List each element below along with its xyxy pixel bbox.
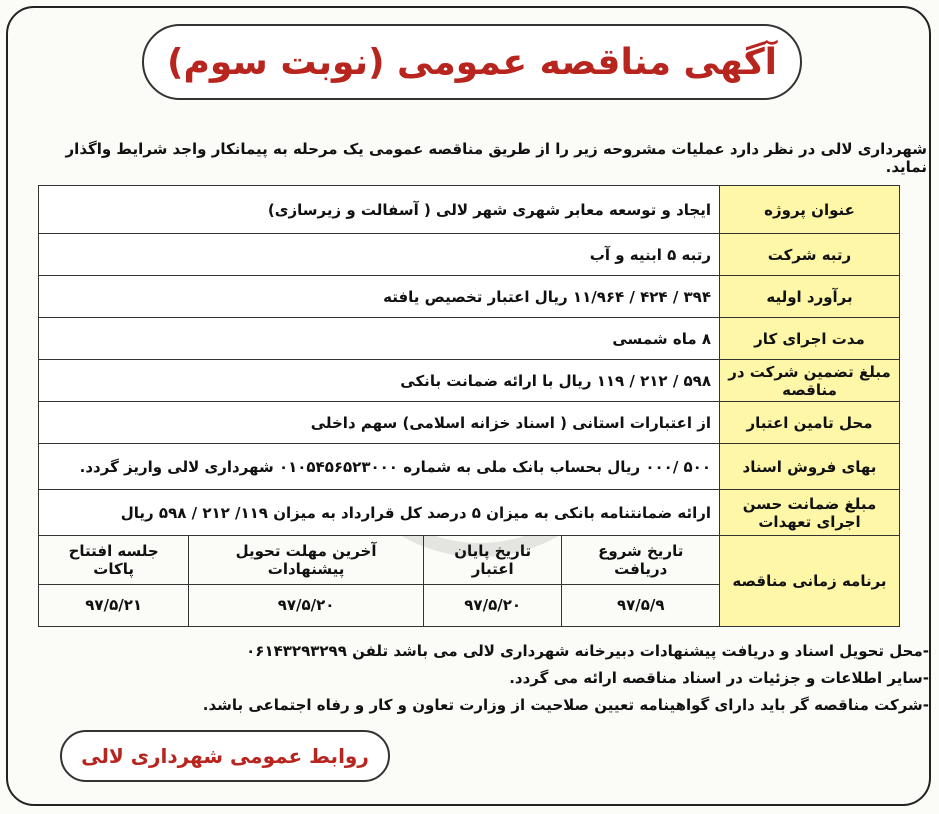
schedule-value-row [39,584,719,626]
schedule-row [39,536,900,627]
schedule-header: جلسه افتتاح پاکات [39,536,189,584]
table-row [39,318,900,360]
row-label: مبلغ تضمین شرکت در مناقصه [720,360,900,402]
schedule-date: ۹۷/۵/۹ [562,584,719,626]
row-label: مبلغ ضمانت حسن اجرای تعهدات [720,490,900,536]
row-label: مدت اجرای کار [720,318,900,360]
note-item: -شرکت مناقصه گر باید دارای گواهینامه تعیین صلاحیت از وزارت تعاون و کار و رفاه اجتماعی باشد. [202,696,929,714]
schedule-header: آخرین مهلت تحویل پیشنهادات [189,536,424,584]
schedule-date: ۹۷/۵/۲۱ [39,584,189,626]
schedule-label: برنامه زمانی مناقصه [720,536,900,627]
row-label: عنوان پروژه [720,186,900,234]
table-row [39,360,900,402]
schedule-table [39,536,719,626]
schedule-date: ۹۷/۵/۲۰ [423,584,562,626]
table-row [39,186,900,234]
row-value: از اعتبارات استانی ( اسناد خزانه اسلامی) سهم داخلی [39,402,720,444]
tender-table [38,185,900,627]
schedule-date: ۹۷/۵/۲۰ [189,584,424,626]
row-value: ۳۹۴ / ۴۲۴ / ۱۱/۹۶۴ ریال اعتبار تخصیص یافته [39,276,720,318]
row-label: محل تامین اعتبار [720,402,900,444]
footer-signature: روابط عمومی شهرداری لالی [81,744,369,768]
table-row [39,444,900,490]
footer-banner [60,730,390,782]
row-value: ارائه ضمانتنامه بانکی به میزان ۵ درصد کل قرارداد به میزان ۱۱۹/ ۲۱۲ / ۵۹۸ ریال [39,490,720,536]
table-row [39,490,900,536]
schedule-header: تاریخ پایان اعتبار [423,536,562,584]
row-value: ۵۰۰ /۰۰۰ ریال بحساب بانک ملی به شماره ۰۱۰۵۴۵۶۵۲۳۰۰۰ شهرداری لالی واریز گردد. [39,444,720,490]
row-value: رتبه ۵ ابنیه و آب [39,234,720,276]
page-title: آگهی مناقصه عمومی (نوبت سوم) [167,41,777,83]
row-value: ۵۹۸ / ۲۱۲ / ۱۱۹ ریال با ارائه ضمانت بانکی [39,360,720,402]
note-item: -سایر اطلاعات و جزئیات در اسناد مناقصه ارائه می گردد. [509,669,929,687]
row-label: رتبه شرکت [720,234,900,276]
note-item: -محل تحویل اسناد و دریافت پیشنهادات دبیرخانه شهرداری لالی می باشد تلفن ۰۶۱۴۳۲۹۳۲۹۹ [246,642,929,660]
table-row [39,402,900,444]
title-banner [142,24,802,100]
schedule-cell [39,536,720,627]
table-row [39,276,900,318]
schedule-header-row [39,536,719,584]
row-value: ۸ ماه شمسی [39,318,720,360]
table-row [39,234,900,276]
row-label: بهای فروش اسناد [720,444,900,490]
intro-text: شهرداری لالی در نظر دارد عملیات مشروحه زیر را از طریق مناقصه عمومی یک مرحله به پیمانکار واجد شرایط واگذار نماید. [65,140,927,176]
schedule-header: تاریخ شروع دریافت [562,536,719,584]
notes-list [29,638,929,719]
row-label: برآورد اولیه [720,276,900,318]
row-value: ایجاد و توسعه معابر شهری شهر لالی ( آسفالت و زیرسازی) [39,186,720,234]
